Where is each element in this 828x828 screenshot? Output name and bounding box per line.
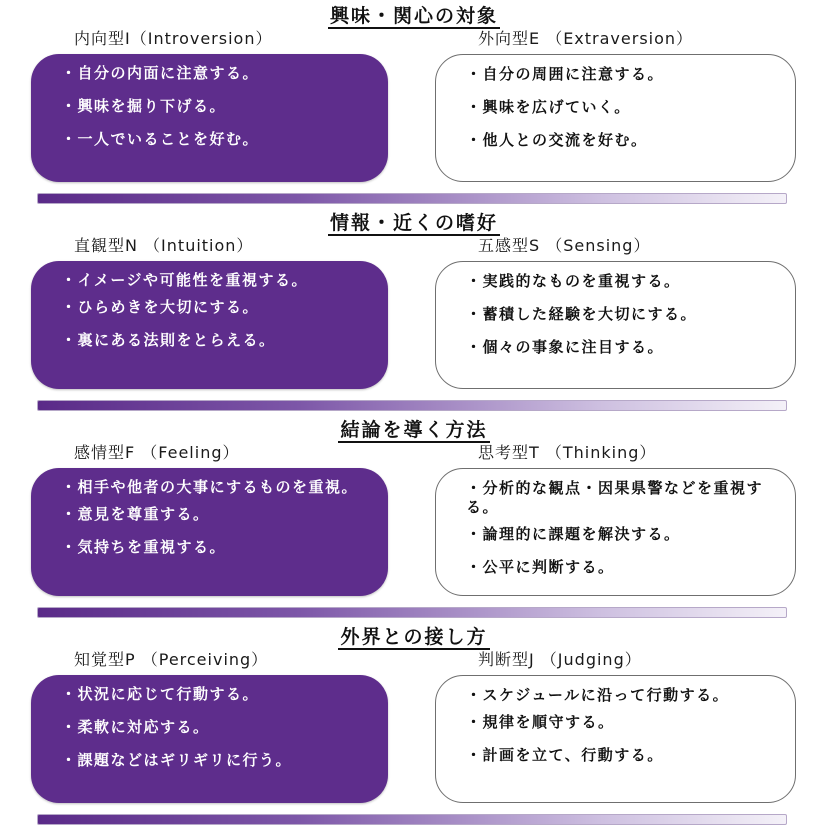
list-item: ・論理的に課題を解決する。 bbox=[466, 525, 681, 543]
list-item: ・スケジュールに沿って行動する。 bbox=[466, 686, 730, 704]
list-item: ・実践的なものを重視する。 bbox=[466, 272, 681, 290]
divider-bar bbox=[37, 193, 787, 204]
list-item: ・興味を広げていく。 bbox=[466, 98, 631, 116]
list-item: ・規律を順守する。 bbox=[466, 713, 615, 731]
type-label-intuition: 直観型N （Intuition） bbox=[74, 236, 254, 255]
list-item: ・ひらめきを大切にする。 bbox=[61, 298, 260, 316]
type-label-thinking: 思考型T （Thinking） bbox=[478, 443, 657, 462]
section-title: 情報・近くの嗜好 bbox=[329, 212, 498, 234]
list-item: ・公平に判断する。 bbox=[466, 558, 615, 576]
section-title: 結論を導く方法 bbox=[340, 419, 488, 441]
card-introversion bbox=[31, 54, 388, 182]
card-extraversion bbox=[435, 54, 796, 182]
card-perceiving bbox=[31, 675, 388, 803]
divider-bar bbox=[37, 607, 787, 618]
card-sensing bbox=[435, 261, 796, 389]
list-item: ・自分の内面に注意する。 bbox=[61, 64, 260, 82]
list-item: ・興味を掘り下げる。 bbox=[61, 97, 227, 115]
list-item: ・分析的な観点・因果県警などを重視する。 bbox=[466, 479, 764, 516]
section-title: 興味・関心の対象 bbox=[329, 5, 498, 27]
list-item: ・気持ちを重視する。 bbox=[61, 538, 227, 556]
list-item: ・イメージや可能性を重視する。 bbox=[61, 271, 309, 289]
type-label-sensing: 五感型S （Sensing） bbox=[478, 236, 651, 255]
list-item: ・裏にある法則をとらえる。 bbox=[61, 331, 276, 349]
list-item: ・意見を尊重する。 bbox=[61, 505, 210, 523]
divider-bar bbox=[37, 400, 787, 411]
section-information bbox=[0, 207, 828, 414]
type-label-introversion: 内向型I（Introversion） bbox=[74, 29, 273, 48]
list-item: ・一人でいることを好む。 bbox=[61, 130, 260, 148]
list-item: ・相手や他者の大事にするものを重視。 bbox=[61, 478, 359, 496]
type-label-judging: 判断型J （Judging） bbox=[478, 650, 642, 669]
section-interest bbox=[0, 0, 828, 207]
type-label-feeling: 感情型F （Feeling） bbox=[74, 443, 240, 462]
card-intuition bbox=[31, 261, 388, 389]
section-title: 外界との接し方 bbox=[340, 626, 488, 648]
section-outer-world bbox=[0, 621, 828, 828]
card-judging bbox=[435, 675, 796, 803]
list-item: ・状況に応じて行動する。 bbox=[61, 685, 260, 703]
list-item: ・個々の事象に注目する。 bbox=[466, 338, 665, 356]
type-label-extraversion: 外向型E （Extraversion） bbox=[478, 29, 694, 48]
list-item: ・自分の周囲に注意する。 bbox=[466, 65, 665, 83]
list-item: ・柔軟に対応する。 bbox=[61, 718, 210, 736]
list-item: ・課題などはギリギリに行う。 bbox=[61, 751, 293, 769]
list-item: ・計画を立て、行動する。 bbox=[466, 746, 664, 764]
card-feeling bbox=[31, 468, 388, 596]
type-label-perceiving: 知覚型P （Perceiving） bbox=[74, 650, 269, 669]
card-thinking bbox=[435, 468, 796, 596]
list-item: ・蓄積した経験を大切にする。 bbox=[466, 305, 698, 323]
list-item: ・他人との交流を好む。 bbox=[466, 131, 648, 149]
section-conclusion bbox=[0, 414, 828, 621]
divider-bar bbox=[37, 814, 787, 825]
